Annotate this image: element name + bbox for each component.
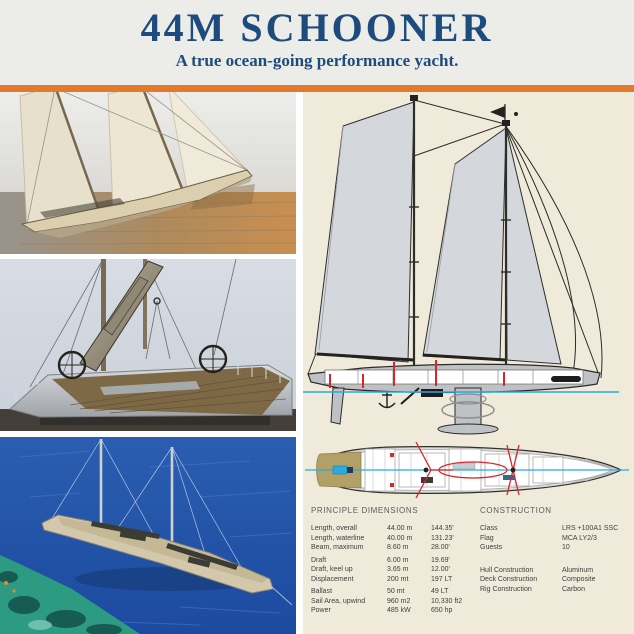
- table-row: Ballast 50 mt 49 LT: [311, 588, 449, 595]
- page-title: 44M SCHOONER: [140, 5, 494, 50]
- table-row: Beam, maximum 8.60 m 28.00': [311, 544, 450, 551]
- table-row: Draft 6.00 m 19.69': [311, 556, 450, 564]
- table-row: Rig Construction Carbon: [480, 585, 585, 593]
- construction-heading: CONSTRUCTION: [480, 506, 552, 515]
- table-row: Class LRS +100A1 SSC: [480, 525, 619, 532]
- table-row: Hull Construction Aluminum: [480, 566, 594, 574]
- table-row: Displacement 200 mt 197 LT: [311, 575, 453, 583]
- table-row: Draft, keel up 3.65 m 12.00': [311, 566, 450, 573]
- header: [0, 0, 634, 85]
- table-row: Flag MCA LY2/3: [480, 534, 597, 542]
- table-row: Length, waterline 40.00 m 131.23': [311, 534, 454, 542]
- dimensions-heading: PRINCIPLE DIMENSIONS: [311, 506, 419, 515]
- construction-table: [480, 506, 629, 616]
- stern-deck-illustration: [0, 259, 296, 431]
- table-row: Sail Area, upwind 960 m2 10,330 ft2: [311, 597, 463, 605]
- table-row: Deck Construction Composite: [480, 576, 596, 583]
- sail-plan-drawing: [303, 92, 634, 437]
- photo-stern-render: [0, 259, 296, 431]
- table-row: Length, overall 44.00 m 144.35': [311, 525, 454, 532]
- sailing-yacht-illustration: [0, 92, 296, 254]
- principle-dimensions-table: [311, 506, 480, 616]
- spec-panel: [303, 92, 634, 634]
- photo-sailing-render: [0, 92, 296, 254]
- deck-plan-drawing: [303, 437, 634, 503]
- page-subtitle: A true ocean-going performance yacht.: [175, 51, 459, 70]
- table-row: Guests 10: [480, 544, 570, 551]
- accent-divider: [0, 85, 634, 92]
- spec-tables: [311, 506, 629, 616]
- aerial-anchored-illustration: [0, 437, 296, 634]
- photo-aerial-render: [0, 437, 296, 634]
- table-row: Power 485 kW 650 hp: [311, 607, 453, 614]
